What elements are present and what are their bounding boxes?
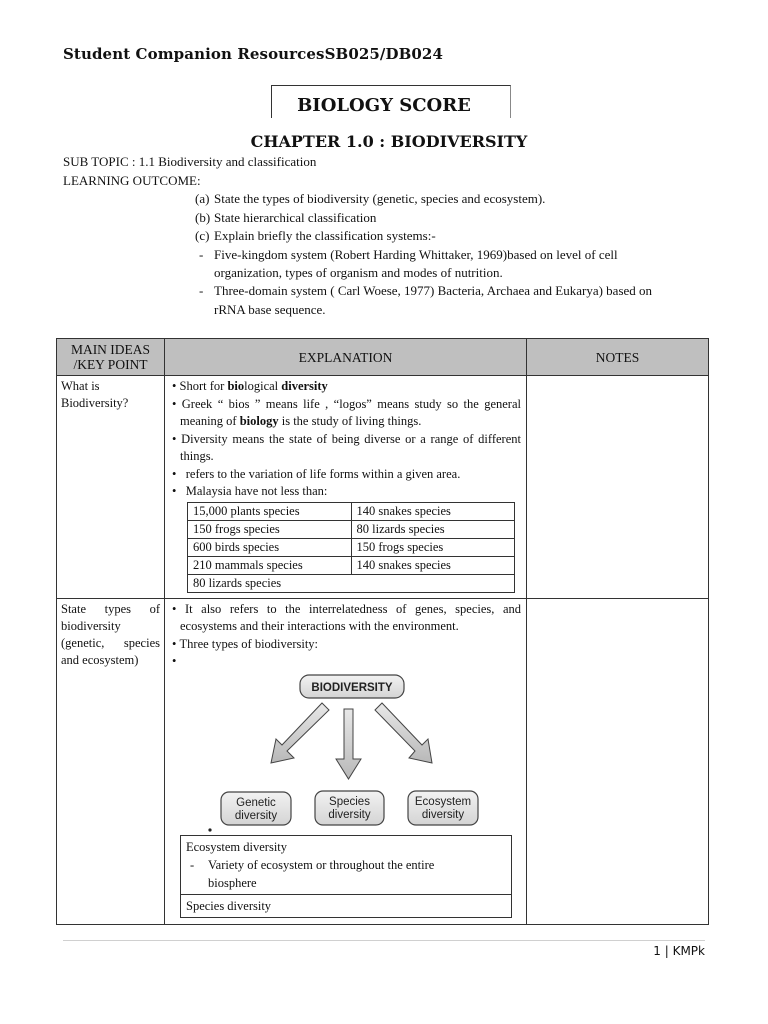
text: Greek “ bios ” means life , “logos” means study so the general meaning of <box>180 396 521 428</box>
page-footer: 1 | KMPk <box>653 944 705 958</box>
species-cell: 150 frogs species <box>188 520 352 538</box>
explanation-cell <box>165 598 527 925</box>
outcome-marker: (b) <box>195 210 211 225</box>
system-marker: - <box>199 247 204 262</box>
system-text: Five-kingdom system (Robert Harding Whittaker, 1969)based on level of cell <box>214 247 618 262</box>
dash-marker: - <box>190 858 195 872</box>
key-point: What is Biodiversity? <box>57 376 165 599</box>
bullet-item: • Three types of biodiversity: <box>172 636 319 651</box>
bullet-item: • Short for biological diversity <box>172 379 328 393</box>
species-cell: 150 frogs species <box>351 538 515 556</box>
header-notes: NOTES <box>527 339 709 376</box>
ecosystem-title: Ecosystem diversity <box>186 840 288 854</box>
text: Three types of biodiversity: <box>179 636 319 651</box>
header-main-ideas: MAIN IDEAS /KEY POINT <box>57 339 165 376</box>
bullet-dot <box>208 828 211 831</box>
species-title: Species diversity <box>186 899 272 913</box>
arrow-right-icon <box>375 703 432 763</box>
key-point: State types of biodiversity (genetic, species and ecosystem) <box>57 598 165 925</box>
footer-divider <box>63 940 705 941</box>
species-cell: 80 lizards species <box>188 574 515 592</box>
bullet-item: • It also refers to the interrelatedness of genes, species, and ecosystems and their interactions with the environment. <box>172 601 521 633</box>
explanation-cell <box>165 376 527 599</box>
table-header-row <box>57 339 709 376</box>
species-row <box>188 538 515 556</box>
ecosystem-section <box>181 836 511 894</box>
system-text: Three-domain system ( Carl Woese, 1977) Bacteria, Archaea and Eukarya) based on <box>214 283 653 298</box>
species-row <box>188 556 515 574</box>
species-section <box>181 894 511 917</box>
chapter-heading: CHAPTER 1.0 : BIODIVERSITY <box>250 132 528 151</box>
outcome-item <box>195 210 376 226</box>
notes-cell <box>527 598 709 925</box>
species-row <box>188 502 515 520</box>
system-marker: - <box>199 283 204 298</box>
species-cell: 600 birds species <box>188 538 352 556</box>
ecosystem-text: Variety of ecosystem or throughout the entire biosphere <box>208 858 435 890</box>
outcome-marker: (c) <box>195 228 210 243</box>
text: It also refers to the interrelatedness of genes, species, and ecosystems and their interactions with the environment. <box>180 601 521 633</box>
species-cell: 15,000 plants species <box>188 502 352 520</box>
system-item <box>199 247 618 263</box>
outcome-item <box>195 228 436 244</box>
species-cell: 140 snakes species <box>351 502 515 520</box>
table-row <box>57 376 709 599</box>
outcome-item <box>195 191 545 207</box>
bullet-item: • refers to the variation of life forms within a given area. <box>172 466 461 481</box>
text: logical <box>244 379 282 393</box>
text: refers to the variation of life forms within a given area. <box>185 466 461 481</box>
notes-cell <box>527 376 709 599</box>
species-table <box>187 502 515 593</box>
species-cell: 80 lizards species <box>351 520 515 538</box>
outcome-text: State hierarchical classification <box>214 210 377 225</box>
outcome-marker: (a) <box>195 191 210 206</box>
system-text-continued: rRNA base sequence. <box>214 302 326 317</box>
genetic-label: Genetic <box>236 797 276 809</box>
document-header: Student Companion ResourcesSB025/DB024 <box>63 45 444 63</box>
bold-text: biology <box>239 414 279 428</box>
ecosystem-item <box>186 856 506 892</box>
arrow-left-icon <box>271 703 329 763</box>
root-label: BIODIVERSITY <box>311 682 393 694</box>
genetic-label: diversity <box>234 810 278 822</box>
species-row <box>188 520 515 538</box>
text: Diversity means the state of being diverse or a range of different things. <box>180 431 521 463</box>
bullet-item: • Greek “ bios ” means life , “logos” means study so the general meaning of biology is the study of living things. <box>172 396 521 428</box>
diagram-graphic <box>170 667 530 835</box>
bullet-item: • <box>172 654 177 668</box>
header-explanation: EXPLANATION <box>165 339 527 376</box>
notes-table <box>56 338 709 925</box>
learning-outcome-label: LEARNING OUTCOME: <box>63 173 201 188</box>
diversity-box <box>180 835 512 918</box>
outcome-text: Explain briefly the classification systems:- <box>214 228 436 243</box>
ecosystem-label: Ecosystem <box>414 796 472 808</box>
species-cell: 140 snakes species <box>351 556 515 574</box>
text: Short for <box>179 379 228 393</box>
arrow-down-icon <box>336 709 361 779</box>
table-row <box>57 598 709 925</box>
system-item <box>199 283 652 299</box>
title-box <box>271 85 511 118</box>
bold-text: bio <box>227 379 245 393</box>
species-label: diversity <box>328 809 371 821</box>
biodiversity-diagram <box>170 667 530 835</box>
species-cell: 210 mammals species <box>188 556 352 574</box>
outcome-text: State the types of biodiversity (genetic, species and ecosystem). <box>214 191 546 206</box>
page-title: BIOLOGY SCORE <box>297 95 471 116</box>
bold-text: diversity <box>281 379 328 393</box>
bullet-item: • Malaysia have not less than: <box>172 484 328 498</box>
ecosystem-label: diversity <box>421 809 465 821</box>
text: Malaysia have not less than: <box>185 484 328 498</box>
subtopic: SUB TOPIC : 1.1 Biodiversity and classification <box>63 154 317 169</box>
text: is the study of living things. <box>278 414 422 428</box>
species-label: Species <box>329 796 370 808</box>
bullet-item: • Diversity means the state of being diverse or a range of different things. <box>172 431 521 463</box>
species-row <box>188 574 515 592</box>
system-text-continued: organization, types of organism and modes of nutrition. <box>214 265 503 280</box>
